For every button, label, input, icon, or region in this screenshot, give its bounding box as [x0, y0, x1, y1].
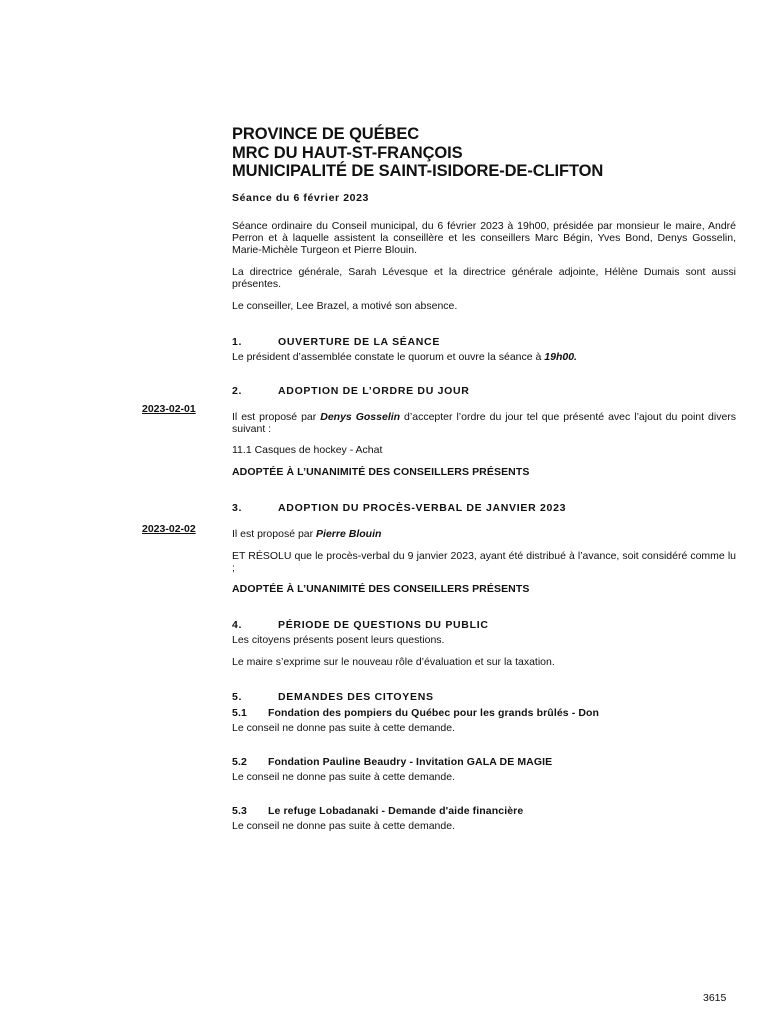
- section-heading: [232, 336, 736, 348]
- section-title: DEMANDES DES CITOYENS: [278, 690, 434, 703]
- subsection-heading: [232, 805, 736, 817]
- minutes-body: [232, 125, 736, 832]
- section-title: ADOPTION DU PROCÈS-VERBAL DE JANVIER 2023: [278, 501, 567, 514]
- section-heading: [232, 502, 736, 514]
- resolution-paragraph: ET RÉSOLU que le procès-verbal du 9 janvier 2023, ayant été distribué à l’avance, soit considéré comme lu ;: [232, 549, 736, 574]
- section-text: Les citoyens présents posent leurs questions.: [232, 633, 445, 646]
- section-text: Le président d’assemblée constate le quorum et ouvre la séance à 19h00.: [232, 350, 577, 363]
- resolution-number: 2023-02-02: [142, 523, 196, 535]
- intro-paragraph: Séance ordinaire du Conseil municipal, du 6 février 2023 à 19h00, présidée par monsieur le maire, André Perron et à laquelle assistent la conseillère et les conseillers Marc Bégin, Yves Bond, Denys Gosselin, Marie-Michèle Turgeon et Pierre Blouin.: [232, 219, 736, 256]
- section-number: 1.: [232, 335, 243, 348]
- adoption-statement: ADOPTÉE À L’UNANIMITÉ DES CONSEILLERS PRÉSENTS: [232, 582, 530, 595]
- subsection-title: Fondation des pompiers du Québec pour les grands brûlés - Don: [268, 706, 600, 719]
- section-heading: [232, 691, 736, 703]
- section-number: 2.: [232, 384, 243, 397]
- proposer-name: Pierre Blouin: [316, 527, 382, 540]
- proposer-name: Denys Gosselin: [320, 410, 401, 423]
- adoption-statement: ADOPTÉE À L’UNANIMITÉ DES CONSEILLERS PRÉSENTS: [232, 465, 530, 478]
- resolution-number: 2023-02-01: [142, 403, 196, 415]
- section-number: 3.: [232, 501, 243, 514]
- section-text: Le conseil ne donne pas suite à cette demande.: [232, 721, 455, 734]
- subsection-title: Fondation Pauline Beaudry - Invitation GALA DE MAGIE: [268, 755, 553, 768]
- subsection-number: 5.3: [232, 804, 247, 817]
- session-date: Séance du 6 février 2023: [232, 191, 369, 204]
- proposal-paragraph: Il est proposé par Pierre Blouin: [232, 527, 382, 540]
- section-title: PÉRIODE DE QUESTIONS DU PUBLIC: [278, 618, 489, 631]
- subsection-number: 5.2: [232, 755, 247, 768]
- section-number: 5.: [232, 690, 243, 703]
- subsection-number: 5.1: [232, 706, 247, 719]
- proposal-paragraph: Il est proposé par Denys Gosselin d’accepter l’ordre du jour tel que présenté avec l’ajout du point divers suivant :: [232, 410, 737, 435]
- header-municipality: MUNICIPALITÉ DE SAINT-ISIDORE-DE-CLIFTON: [232, 162, 604, 180]
- section-heading: [232, 619, 736, 631]
- header-mrc: MRC DU HAUT-ST-FRANÇOIS: [232, 143, 463, 162]
- intro-paragraph: La directrice générale, Sarah Lévesque et la directrice générale adjointe, Hélène Dumais sont aussi présentes.: [232, 265, 736, 290]
- section-text: Le maire s’exprime sur le nouveau rôle d’évaluation et sur la taxation.: [232, 655, 555, 668]
- section-text: Le conseil ne donne pas suite à cette demande.: [232, 770, 455, 783]
- section-text: Le conseil ne donne pas suite à cette demande.: [232, 819, 455, 832]
- section-title: ADOPTION DE L’ORDRE DU JOUR: [278, 384, 470, 397]
- agenda-addition: 11.1 Casques de hockey - Achat: [232, 443, 383, 456]
- header-province: PROVINCE DE QUÉBEC: [232, 125, 420, 143]
- subsection-title: Le refuge Lobadanaki - Demande d'aide financière: [268, 804, 524, 817]
- subsection-heading: [232, 707, 736, 719]
- page-number: 3615: [703, 992, 727, 1004]
- section-number: 4.: [232, 618, 243, 631]
- section-heading: [232, 385, 736, 397]
- section-title: OUVERTURE DE LA SÉANCE: [278, 335, 441, 348]
- subsection-heading: [232, 756, 736, 768]
- intro-paragraph: Le conseiller, Lee Brazel, a motivé son absence.: [232, 299, 458, 312]
